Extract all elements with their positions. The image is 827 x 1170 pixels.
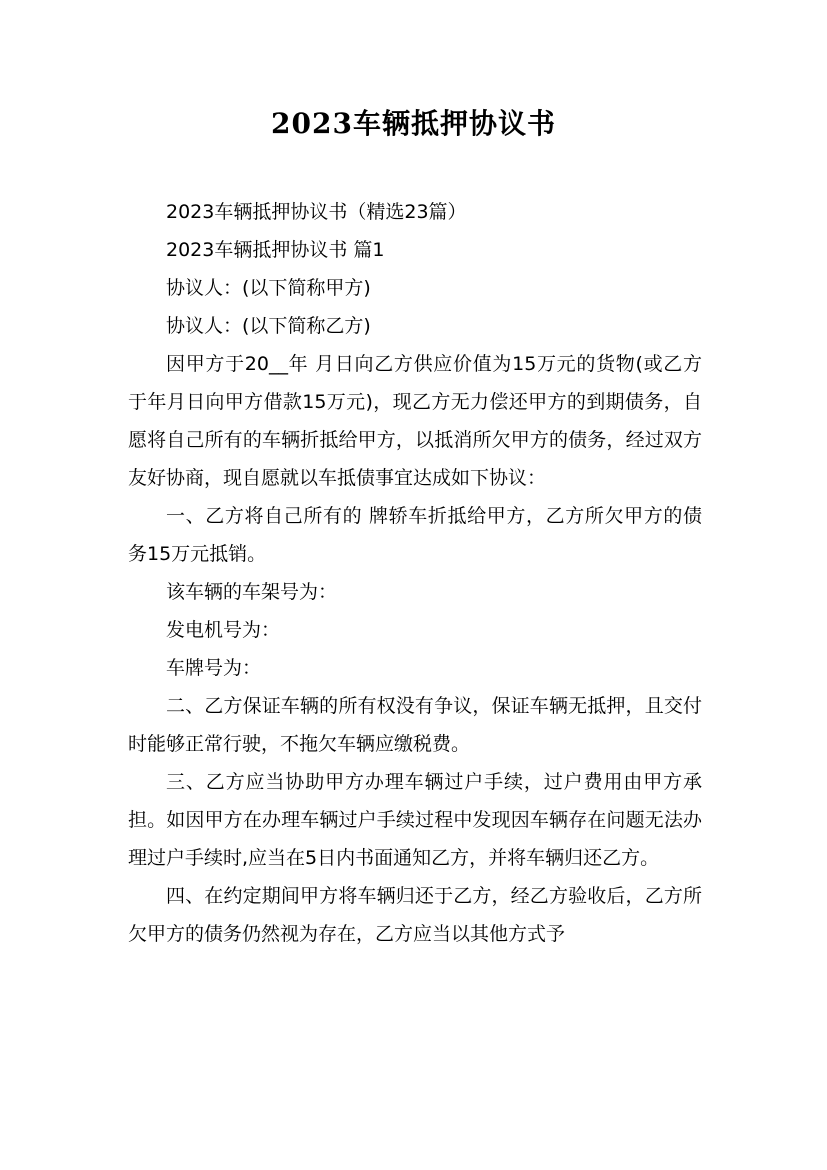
paragraph-party-b: 协议人：(以下简称乙方) <box>166 315 371 337</box>
paragraph-engine-number: 发电机号为： <box>166 619 281 641</box>
paragraph-clause-2: 二、乙方保证车辆的所有权没有争议，保证车辆无抵押，且交付时能够正常行驶，不拖欠车辆应缴税费。 <box>128 695 702 755</box>
paragraph-section-heading: 2023车辆抵押协议书 篇1 <box>166 239 385 261</box>
document-title: 2023车辆抵押协议书 <box>271 107 556 140</box>
paragraph-subtitle: 2023车辆抵押协议书（精选23篇） <box>166 201 467 223</box>
paragraph-preamble: 因甲方于20__年 月日向乙方供应价值为15万元的货物(或乙方于年月日向甲方借款15万元)，现乙方无力偿还甲方的到期债务，自愿将自己所有的车辆折抵给甲方，以抵消所欠甲方的债务，经过双方友好协商，现自愿就以车抵债事宜达成如下协议： <box>128 353 702 489</box>
paragraph-party-a: 协议人：(以下简称甲方) <box>166 277 371 299</box>
paragraph-plate-number: 车牌号为： <box>166 657 262 679</box>
paragraph-frame-number: 该车辆的车架号为： <box>166 581 338 603</box>
paragraph-clause-3: 三、乙方应当协助甲方办理车辆过户手续，过户费用由甲方承担。如因甲方在办理车辆过户手续过程中发现因车辆存在问题无法办理过户手续时,应当在5日内书面通知乙方，并将车辆归还乙方。 <box>128 771 702 869</box>
paragraph-clause-4: 四、在约定期间甲方将车辆归还于乙方，经乙方验收后，乙方所欠甲方的债务仍然视为存在，乙方应当以其他方式予 <box>128 885 702 945</box>
paragraph-clause-1: 一、乙方将自己所有的 牌轿车折抵给甲方，乙方所欠甲方的债务15万元抵销。 <box>128 505 702 565</box>
document-body <box>128 193 702 953</box>
